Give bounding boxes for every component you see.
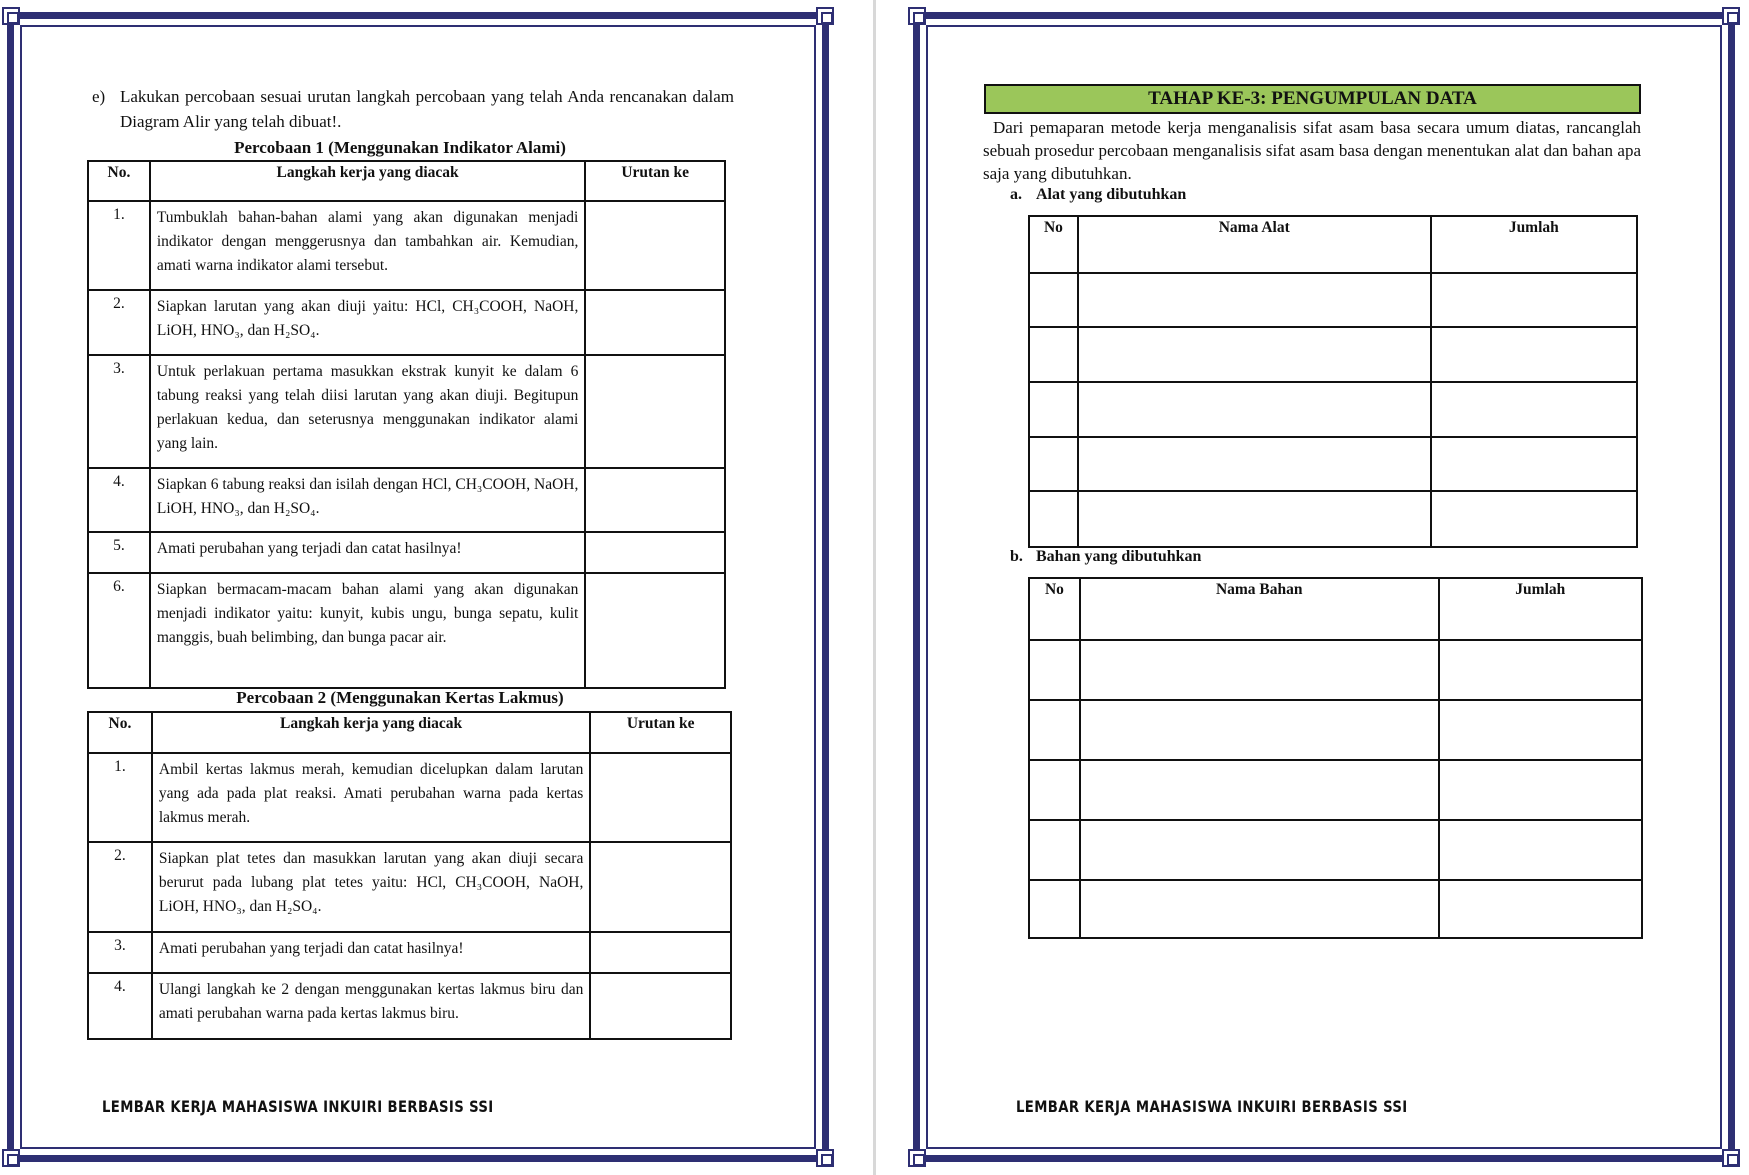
empty-cell[interactable] [1431,273,1637,327]
row-step-text: Amati perubahan yang terjadi dan catat hasilnya! [152,932,590,973]
row-number: 1. [88,201,150,290]
corner-ornament [816,1149,834,1167]
empty-cell[interactable] [1080,640,1439,700]
table-row [88,753,731,842]
table-row [1029,700,1642,760]
right-footer: LEMBAR KERJA MAHASISWA INKUIRI BERBASIS SSI [1016,1097,1408,1116]
row-step-text: Siapkan bermacam-macam bahan alami yang akan digunakan menjadi indikator yaitu: kunyit, kubis ungu, bunga sepatu, kulit manggis, buah belimbing, dan bunga pacar air. [150,573,585,688]
table-row [1029,273,1637,327]
order-answer-cell[interactable] [590,842,731,932]
row-step-text: Ulangi langkah ke 2 dengan menggunakan kertas lakmus biru dan amati perubahan warna pada kertas lakmus biru. [152,973,590,1039]
order-answer-cell[interactable] [585,201,725,290]
empty-cell[interactable] [1078,327,1431,382]
exp1-header-no: No. [88,161,150,201]
order-answer-cell[interactable] [585,290,725,355]
empty-cell[interactable] [1439,640,1642,700]
order-answer-cell[interactable] [590,932,731,973]
empty-cell[interactable] [1080,700,1439,760]
table-row [1029,491,1637,547]
empty-cell[interactable] [1080,820,1439,880]
empty-cell[interactable] [1029,491,1078,547]
exp1-header-step: Langkah kerja yang diacak [150,161,585,201]
corner-ornament [1722,1149,1740,1167]
empty-cell[interactable] [1029,640,1080,700]
exp2-table [87,711,732,1040]
table-row [88,532,725,573]
table-row [88,290,725,355]
row-step-text: Siapkan 6 tabung reaksi dan isilah dengan HCl, CH₃COOH, NaOH, LiOH, HNO₃, dan H₂SO₄. [150,468,585,532]
row-step-text: Siapkan larutan yang akan diuji yaitu: HCl, CH₃COOH, NaOH, LiOH, HNO₃, dan H₂SO₄. [150,290,585,355]
empty-cell[interactable] [1431,491,1637,547]
exp1-table [87,160,726,689]
materials-header-no: No [1029,578,1080,640]
section-a-heading [1010,186,1186,204]
order-answer-cell[interactable] [585,573,725,688]
corner-ornament [1722,7,1740,25]
order-answer-cell[interactable] [590,973,731,1039]
corner-ornament [2,7,20,25]
empty-cell[interactable] [1029,700,1080,760]
table-row [88,201,725,290]
table-row [1029,327,1637,382]
intro-instruction [92,84,734,134]
order-answer-cell[interactable] [585,355,725,468]
materials-header-qty: Jumlah [1439,578,1642,640]
row-step-text: Amati perubahan yang terjadi dan catat hasilnya! [150,532,585,573]
order-answer-cell[interactable] [585,468,725,532]
table-row [88,973,731,1039]
empty-cell[interactable] [1078,491,1431,547]
empty-cell[interactable] [1029,820,1080,880]
row-step-text: Untuk perlakuan pertama masukkan ekstrak kunyit ke dalam 6 tabung reaksi yang telah diisi larutan yang akan diuji. Begitupun perlakuan kedua, dan seterusnya menggunakan indikator alami yang lain. [150,355,585,468]
empty-cell[interactable] [1439,880,1642,938]
corner-ornament [816,7,834,25]
intro-label: e) [92,87,106,106]
row-number: 3. [88,932,152,973]
tools-header-name: Nama Alat [1078,216,1431,273]
exp2-header-row [88,712,731,753]
materials-table [1028,577,1643,939]
stage-paragraph: Dari pemaparan metode kerja menganalisis sifat asam basa secara umum diatas, rancanglah sebuah prosedur percobaan menganalisis sifat asam basa dengan menentukan alat dan bahan apa saja yang dibutuhkan. [983,118,1641,183]
table-row [88,932,731,973]
empty-cell[interactable] [1080,880,1439,938]
intro-text: Lakukan percobaan sesuai urutan langkah percobaan yang telah Anda rencanakan dalam Diagram Alir yang telah dibuat!. [120,87,734,131]
section-b-label: b. [1010,548,1023,565]
empty-cell[interactable] [1078,273,1431,327]
row-step-text: Siapkan plat tetes dan masukkan larutan yang akan diuji secara berurut pada lubang plat tetes yaitu: HCl, CH₃COOH, NaOH, LiOH, HNO₃, dan H₂SO₄. [152,842,590,932]
stage-banner: TAHAP KE-3: PENGUMPULAN DATA [984,84,1641,114]
empty-cell[interactable] [1078,382,1431,437]
row-number: 2. [88,842,152,932]
empty-cell[interactable] [1029,382,1078,437]
empty-cell[interactable] [1078,437,1431,491]
empty-cell[interactable] [1029,273,1078,327]
corner-ornament [908,1149,926,1167]
exp2-header-step: Langkah kerja yang diacak [152,712,590,753]
exp1-header-row [88,161,725,201]
table-row [1029,382,1637,437]
empty-cell[interactable] [1431,327,1637,382]
table-row [88,355,725,468]
empty-cell[interactable] [1439,820,1642,880]
row-step-text: Tumbuklah bahan-bahan alami yang akan digunakan menjadi indikator dengan menggerusnya dan tambahkan air. Kemudian, amati warna indikator alami tersebut. [150,201,585,290]
table-row [1029,880,1642,938]
section-b-heading [1010,548,1201,566]
tools-header-qty: Jumlah [1431,216,1637,273]
order-answer-cell[interactable] [590,753,731,842]
row-number: 4. [88,973,152,1039]
tools-header-row [1029,216,1637,273]
table-row [1029,820,1642,880]
row-number: 6. [88,573,150,688]
exp2-caption: Percobaan 2 (Menggunakan Kertas Lakmus) [236,688,564,707]
corner-ornament [908,7,926,25]
empty-cell[interactable] [1029,327,1078,382]
row-step-text: Ambil kertas lakmus merah, kemudian dicelupkan dalam larutan yang ada pada plat reaksi. Amati perubahan warna pada kertas lakmus merah. [152,753,590,842]
tools-header-no: No [1029,216,1078,273]
empty-cell[interactable] [1029,760,1080,820]
section-b-title: Bahan yang dibutuhkan [1036,548,1202,565]
table-row [88,468,725,532]
empty-cell[interactable] [1439,760,1642,820]
empty-cell[interactable] [1431,437,1637,491]
exp2-header-no: No. [88,712,152,753]
page-spine [873,0,876,1175]
table-row [1029,437,1637,491]
exp2-header-order: Urutan ke [590,712,731,753]
exp1-header-order: Urutan ke [585,161,725,201]
left-footer: LEMBAR KERJA MAHASISWA INKUIRI BERBASIS SSI [102,1097,494,1116]
empty-cell[interactable] [1080,760,1439,820]
table-row [1029,640,1642,700]
section-a-title: Alat yang dibutuhkan [1036,186,1187,203]
table-row [88,842,731,932]
materials-header-row [1029,578,1642,640]
row-number: 4. [88,468,150,532]
tools-table [1028,215,1638,548]
empty-cell[interactable] [1029,437,1078,491]
corner-ornament [2,1149,20,1167]
row-number: 2. [88,290,150,355]
order-answer-cell[interactable] [585,532,725,573]
table-row [88,573,725,688]
row-number: 1. [88,753,152,842]
exp1-caption: Percobaan 1 (Menggunakan Indikator Alami) [234,138,566,157]
materials-header-name: Nama Bahan [1080,578,1439,640]
empty-cell[interactable] [1029,880,1080,938]
empty-cell[interactable] [1431,382,1637,437]
empty-cell[interactable] [1439,700,1642,760]
row-number: 5. [88,532,150,573]
row-number: 3. [88,355,150,468]
table-row [1029,760,1642,820]
section-a-label: a. [1010,186,1022,203]
